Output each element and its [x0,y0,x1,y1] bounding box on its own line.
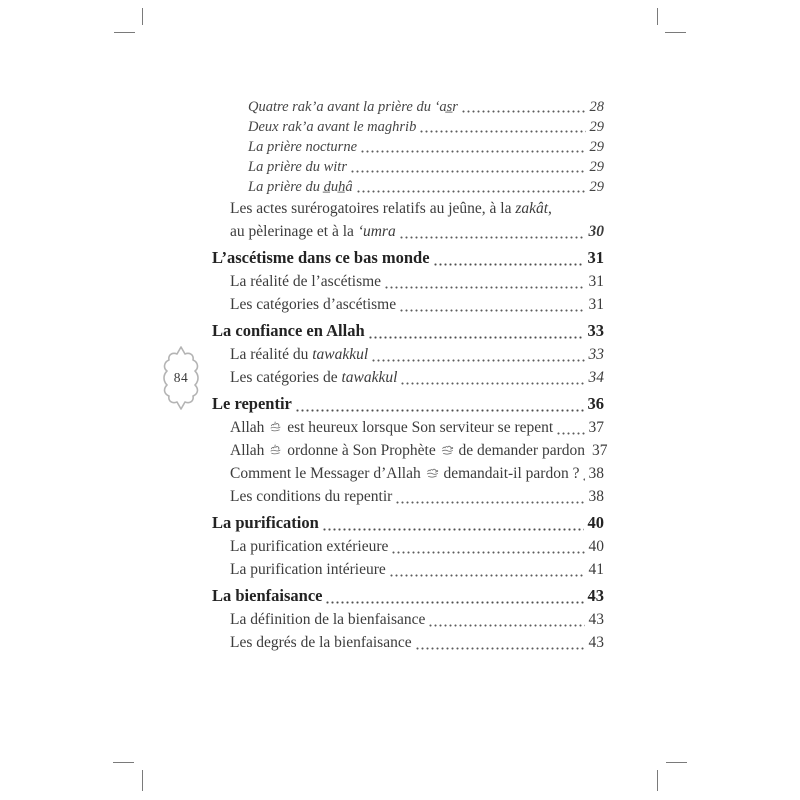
toc-entry [212,117,604,137]
book-page [143,33,657,763]
toc-entry [212,462,604,485]
toc-page-number: 43 [588,634,604,651]
toc-entry [212,177,604,197]
toc-page-number: 29 [589,159,604,175]
toc-page-number: 36 [587,394,604,413]
toc-entry-text: Les conditions du repentir [230,488,393,505]
dot-leader [295,409,584,412]
toc-page-number: 34 [588,369,604,386]
toc-page-number: 37 [591,442,608,459]
dot-leader [395,501,584,504]
prophet-honorific-icon [441,440,454,452]
toc-entry-text: La définition de la bienfaisance [230,611,426,628]
toc-entry-line [212,270,604,293]
toc-entry-text: La bienfaisance [212,586,323,605]
dot-leader [391,551,584,554]
toc-page-number: 29 [589,119,604,135]
toc-entry-text: L’ascétisme dans ce bas monde [212,248,430,267]
dot-leader [461,110,586,113]
toc-entry [212,246,604,270]
toc-entry-line [212,197,604,220]
toc-page-number: 33 [587,321,604,340]
toc-entry-text: Deux rak’a avant le maghrib [248,119,417,135]
crop-mark-bottom-right-vertical [657,770,658,791]
dot-leader [400,382,584,385]
toc-page-number: 37 [588,419,604,436]
dot-leader [350,170,586,173]
crop-mark-top-left-horizontal [114,32,135,33]
toc-entry-line [212,392,604,416]
crop-mark-top-right-horizontal [665,32,686,33]
toc-page-number: 31 [588,273,604,290]
table-of-contents [212,97,608,654]
toc-entry [212,608,604,631]
toc-page-number: 40 [588,538,604,555]
toc-page-number: 29 [589,179,604,195]
toc-entry [212,631,604,654]
toc-entry-text: Les degrés de la bienfaisance [230,634,412,651]
crop-mark-top-left-vertical [142,8,143,25]
toc-entry-text: La prière du witr [248,159,347,175]
toc-entry-text: Comment le Messager d’Allah demandait-il pardon ? [230,465,580,482]
toc-entry-line [212,485,604,508]
toc-entry [212,535,604,558]
toc-entry-line [212,97,604,117]
toc-entry-line [212,220,604,243]
toc-entry-line [212,246,604,270]
dot-leader [433,263,584,266]
toc-page-number: 28 [589,99,604,115]
toc-entry-text: La prière nocturne [248,139,358,155]
toc-page-number: 38 [588,465,604,482]
dot-leader [419,130,585,133]
allah-honorific-icon [269,440,282,452]
toc-page-number: 40 [587,513,604,532]
toc-entry [212,97,604,117]
toc-entry [212,293,604,316]
toc-entry-line [212,177,604,197]
toc-entry-line [212,137,604,157]
dot-leader [428,624,584,627]
dot-leader [582,478,584,481]
toc-entry-line [212,416,604,439]
toc-entry-text: Allah est heureux lorsque Son serviteur se repent [230,419,554,436]
toc-entry [212,392,604,416]
toc-page-number: 41 [588,561,604,578]
toc-page-number: 30 [588,223,604,240]
toc-entry-text: La purification extérieure [230,538,389,555]
toc-entry-line [212,511,604,535]
toc-entry-text: La purification [212,513,319,532]
toc-entry [212,416,604,439]
dot-leader [360,150,585,153]
toc-entry-line [212,343,604,366]
toc-entry-text: Les actes surérogatoires relatifs au jeûne, à la zakât, [230,200,552,217]
toc-entry [212,270,604,293]
toc-entry-line [212,584,604,608]
toc-entry [212,439,608,462]
toc-entry-text: au pèlerinage et à la ‘umra [230,223,396,240]
toc-entry [212,137,604,157]
dot-leader [371,359,584,362]
toc-page-number: 43 [587,586,604,605]
page-number: 84 [173,370,189,385]
toc-entry-line [212,439,608,462]
toc-entry-text: La confiance en Allah [212,321,365,340]
crop-mark-bottom-right-horizontal [666,762,687,763]
crop-mark-bottom-left-vertical [142,770,143,791]
dot-leader [356,190,586,193]
toc-entry-line [212,462,604,485]
toc-entry-text: Quatre rak’a avant la prière du ‘as̲r [248,99,458,115]
toc-page-number: 29 [589,139,604,155]
toc-entry [212,197,604,243]
allah-honorific-icon [269,417,282,429]
toc-entry-text: Les catégories de tawakkul [230,369,398,386]
dot-leader [399,236,585,239]
toc-entry-line [212,558,604,581]
toc-page-number: 43 [588,611,604,628]
dot-leader [384,286,584,289]
toc-entry-text: Allah ordonne à Son Prophète de demander pardon [230,442,585,459]
toc-entry-line [212,157,604,177]
toc-entry [212,511,604,535]
toc-page-number: 31 [588,296,604,313]
dot-leader [322,528,584,531]
toc-entry [212,157,604,177]
toc-entry [212,366,604,389]
toc-entry-line [212,631,604,654]
toc-entry-text: La purification intérieure [230,561,386,578]
crop-mark-bottom-left-horizontal [113,762,134,763]
dot-leader [389,574,585,577]
toc-entry-line [212,535,604,558]
toc-entry-line [212,293,604,316]
toc-entry [212,485,604,508]
toc-entry-text: La réalité du tawakkul [230,346,369,363]
page-number-ornament [163,346,199,410]
prophet-honorific-icon [426,463,439,475]
toc-entry-line [212,366,604,389]
toc-page-number: 31 [587,248,604,267]
dot-leader [325,601,583,604]
toc-entry-text: Le repentir [212,394,292,413]
toc-entry-text: Les catégories d’ascétisme [230,296,397,313]
dot-leader [415,647,585,650]
toc-entry [212,343,604,366]
dot-leader [556,432,584,435]
toc-entry-text: La réalité de l’ascétisme [230,273,382,290]
crop-mark-top-right-vertical [657,8,658,25]
toc-page-number: 33 [588,346,604,363]
toc-page-number: 38 [588,488,604,505]
toc-entry [212,558,604,581]
toc-entry [212,319,604,343]
dot-leader [368,336,584,339]
dot-leader [399,309,584,312]
toc-entry-line [212,117,604,137]
toc-entry [212,584,604,608]
toc-entry-line [212,608,604,631]
toc-entry-text: La prière du d̲uh̲â [248,179,353,195]
toc-entry-line [212,319,604,343]
